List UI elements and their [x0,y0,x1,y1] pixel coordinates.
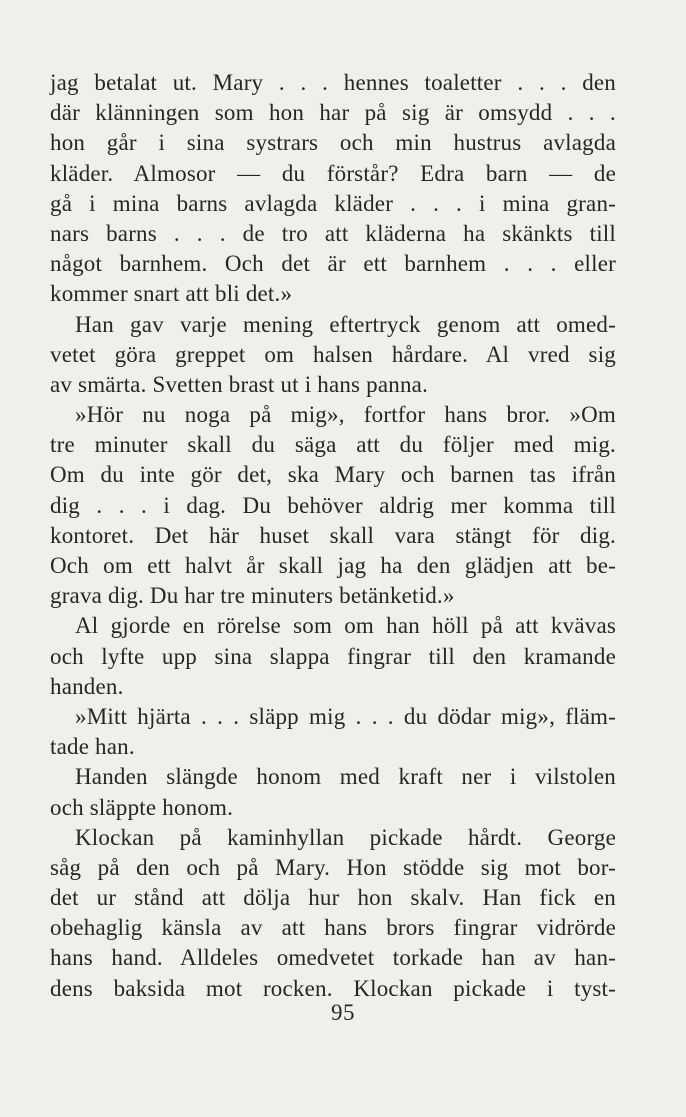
page-number: 95 [331,1000,355,1025]
text-line: tade han. [50,734,135,760]
text-line: såg på den och på Mary. Hon stödde sig mot bor- [50,854,616,880]
text-line: obehaglig känsla av att hans brors fingrar vidrörde [50,915,616,941]
text-line: »Mitt hjärta . . . släpp mig . . . du dödar mig», fläm- [75,703,616,729]
text-line: Handen slängde honom med kraft ner i vilstolen [75,764,616,790]
text-line: dens baksida mot rocken. Klockan pickade i tyst- [50,975,616,1001]
text-line: Om du inte gör det, ska Mary och barnen tas ifrån [50,462,616,488]
text-line: hon går i sina systrars och min hustrus avlagda [50,130,616,156]
text-line: hans hand. Alldeles omedvetet torkade han av han- [50,945,616,971]
book-page-text [50,68,616,1004]
text-line: något barnhem. Och det är ett barnhem . . . eller [50,251,616,277]
text-line: Al gjorde en rörelse som om han höll på att kvävas [75,613,616,639]
text-line: kommer snart att bli det.» [50,281,293,307]
text-line: det ur stånd att dölja hur hon skalv. Han fick en [50,885,616,911]
text-line: och lyfte upp sina slappa fingrar till den kramande [50,643,616,669]
text-line: kontoret. Det här huset skall vara stängt för dig. [50,522,616,548]
text-line: »Hör nu noga på mig», fortfor hans bror. »Om [75,402,616,428]
text-line: av smärta. Svetten brast ut i hans panna. [50,371,429,397]
text-line: grava dig. Du har tre minuters betänketid.» [50,583,455,609]
text-line: dig . . . i dag. Du behöver aldrig mer komma till [50,492,616,518]
text-line: och släppte honom. [50,794,234,820]
text-line: handen. [50,673,124,699]
text-line: jag betalat ut. Mary . . . hennes toaletter . . . den [50,70,616,95]
text-line: kläder. Almosor — du förstår? Edra barn — de [50,160,616,186]
text-line: nars barns . . . de tro att kläderna ha skänkts till [50,220,616,246]
text-line: Han gav varje mening eftertryck genom att omed- [75,311,616,337]
text-line: Och om ett halvt år skall jag ha den glädjen att be- [50,553,616,578]
text-line: Klockan på kaminhyllan pickade hårdt. George [75,824,616,850]
text-line: vetet göra greppet om halsen hårdare. Al vred sig [50,341,616,367]
text-line: där klänningen som hon har på sig är omsydd . . . [50,100,616,126]
text-line: tre minuter skall du säga att du följer med mig. [50,432,616,458]
text-line: gå i mina barns avlagda kläder . . . i mina gran- [50,190,616,216]
